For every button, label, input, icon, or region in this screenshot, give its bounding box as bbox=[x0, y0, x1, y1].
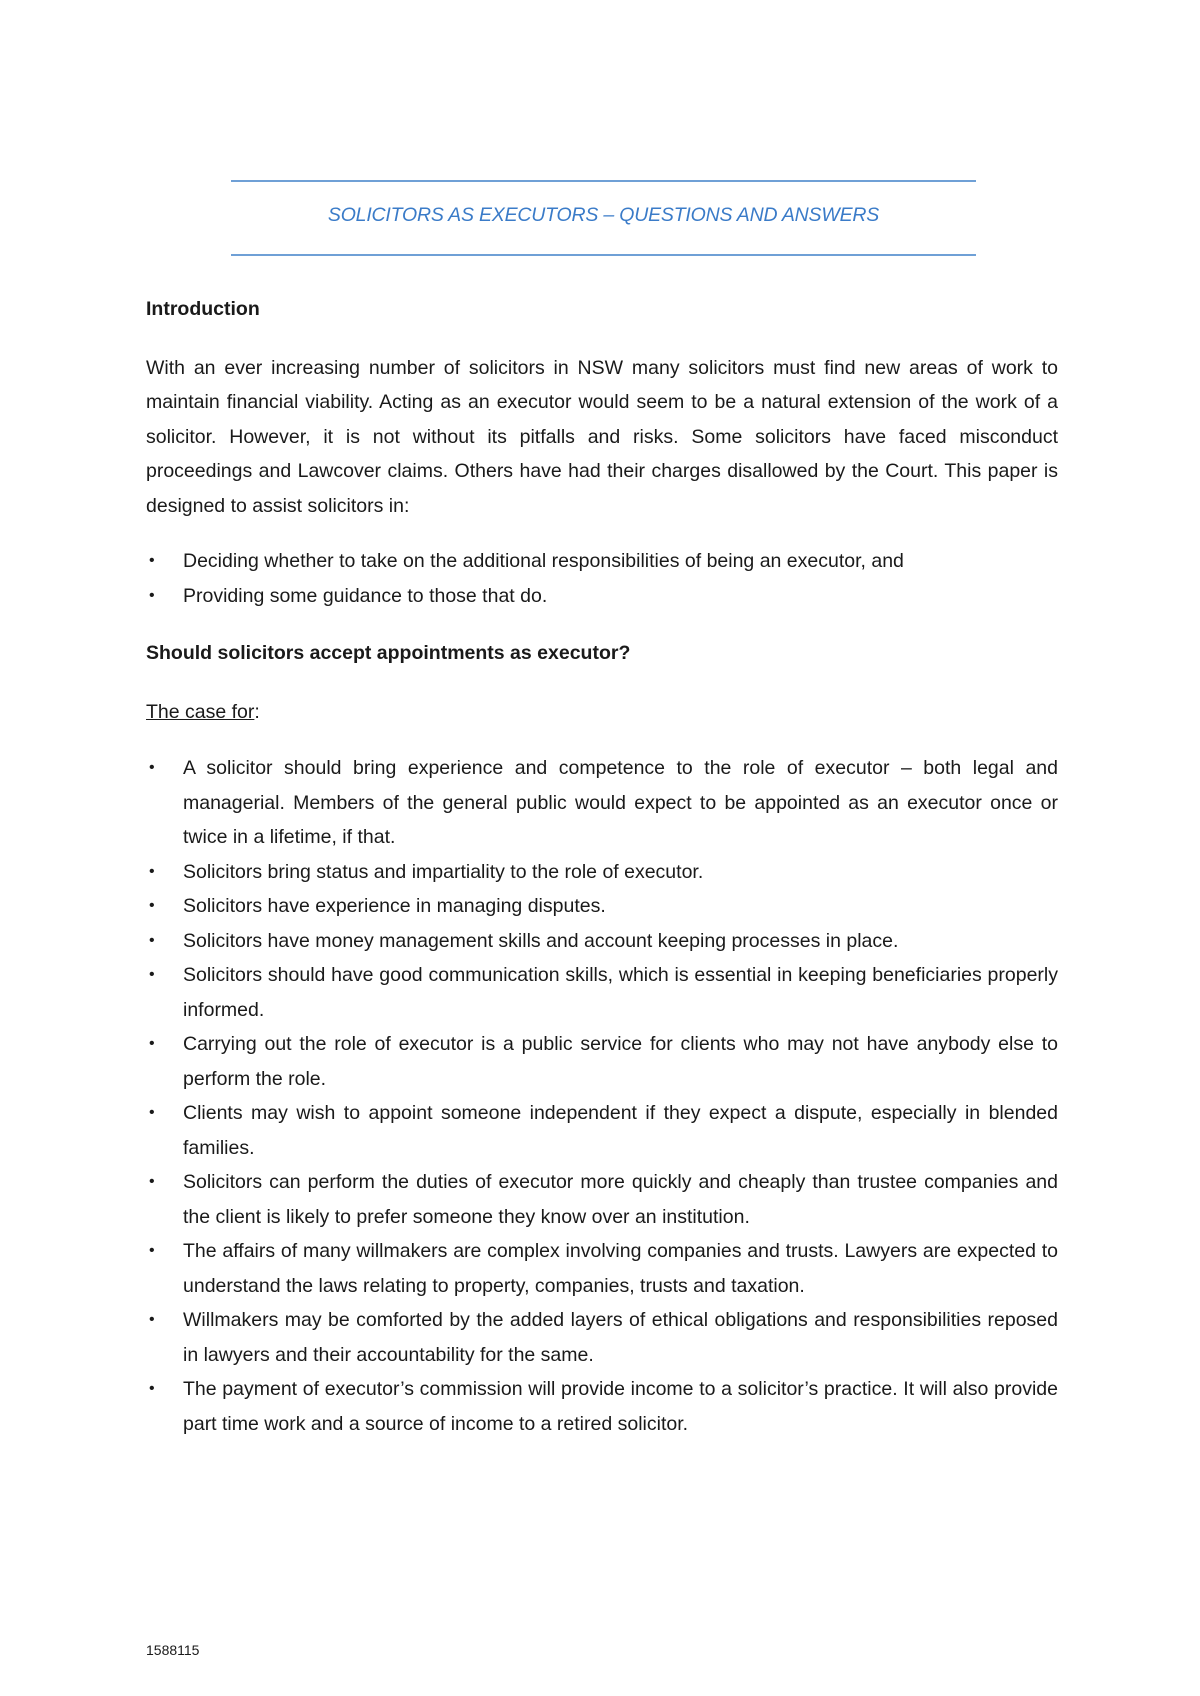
list-item-text: Deciding whether to take on the additional responsibilities of being an executor, and bbox=[183, 550, 904, 572]
case-for-bullet-list bbox=[146, 751, 1058, 1441]
bullet-icon: • bbox=[149, 759, 155, 776]
list-item bbox=[146, 579, 1058, 614]
document-number: 1588115 bbox=[146, 1642, 200, 1658]
bullet-icon: • bbox=[149, 1242, 155, 1259]
list-item-text: Solicitors bring status and impartiality to the role of executor. bbox=[183, 860, 704, 883]
bullet-icon: • bbox=[149, 966, 155, 983]
title-top-rule bbox=[231, 180, 976, 182]
list-item-text: The affairs of many willmakers are complex involving companies and trusts. Lawyers are expected to understand the laws relating to property, companies, trusts and taxation. bbox=[183, 1240, 1058, 1297]
list-item-text: A solicitor should bring experience and competence to the role of executor – both legal and managerial. Members of the general public would expect to be appointed as an executor once or twice in a lifetime, if that. bbox=[183, 757, 1058, 848]
list-item bbox=[146, 544, 1058, 579]
case-for-colon: : bbox=[254, 700, 260, 723]
list-item-text: Solicitors can perform the duties of executor more quickly and cheaply than trustee companies and the client is likely to prefer someone they know over an institution. bbox=[183, 1171, 1058, 1228]
bullet-icon: • bbox=[149, 862, 155, 880]
case-for-heading bbox=[146, 695, 1058, 730]
list-item bbox=[146, 1027, 1058, 1096]
list-item bbox=[146, 751, 1058, 855]
list-item bbox=[146, 1096, 1058, 1165]
bullet-icon: • bbox=[149, 1380, 155, 1397]
document-body bbox=[146, 292, 1058, 1464]
list-item bbox=[146, 1165, 1058, 1234]
bullet-icon: • bbox=[149, 586, 155, 604]
bullet-icon: • bbox=[149, 897, 155, 914]
intro-paragraph: With an ever increasing number of solicitors in NSW many solicitors must find new areas of work to maintain financial viability. Acting as an executor would seem to be a natural extension of the work of a solicitor. However, it is not without its pitfalls and risks. Some solicitors have faced misconduct proceedings and Lawcover claims. Others have had their charges disallowed by the Court. This paper is designed to assist solicitors in: bbox=[146, 356, 1058, 517]
bullet-icon: • bbox=[149, 931, 155, 949]
document-title: SOLICITORS AS EXECUTORS – QUESTIONS AND ANSWERS bbox=[327, 204, 880, 226]
bullet-icon: • bbox=[149, 552, 155, 569]
list-item bbox=[146, 889, 1058, 924]
list-item-text: Solicitors should have good communication skills, which is essential in keeping beneficiaries properly informed. bbox=[183, 964, 1058, 1021]
intro-bullet-list bbox=[146, 544, 1058, 613]
list-item bbox=[146, 855, 1058, 890]
intro-heading: Introduction bbox=[146, 298, 260, 320]
list-item-text: Carrying out the role of executor is a public service for clients who may not have anybody else to perform the role. bbox=[183, 1033, 1058, 1090]
bullet-icon: • bbox=[149, 1311, 155, 1328]
list-item-text: Willmakers may be comforted by the added layers of ethical obligations and responsibilities reposed in lawyers and their accountability for the same. bbox=[183, 1309, 1058, 1366]
list-item bbox=[146, 958, 1058, 1027]
list-item bbox=[146, 1303, 1058, 1372]
bullet-icon: • bbox=[149, 1104, 155, 1121]
title-bottom-rule bbox=[231, 254, 976, 256]
list-item-text: The payment of executor’s commission will provide income to a solicitor’s practice. It will also provide part time work and a source of income to a retired solicitor. bbox=[183, 1378, 1058, 1435]
list-item-text: Clients may wish to appoint someone independent if they expect a dispute, especially in blended families. bbox=[183, 1102, 1058, 1159]
list-item bbox=[146, 1234, 1058, 1303]
case-for-label: The case for bbox=[146, 700, 255, 723]
list-item bbox=[146, 924, 1058, 959]
bullet-icon: • bbox=[149, 1173, 155, 1190]
list-item bbox=[146, 1372, 1058, 1441]
list-item-text: Solicitors have experience in managing disputes. bbox=[183, 895, 606, 917]
section-heading: Should solicitors accept appointments as executor? bbox=[146, 642, 631, 664]
list-item-text: Providing some guidance to those that do. bbox=[183, 584, 548, 607]
list-item-text: Solicitors have money management skills and account keeping processes in place. bbox=[183, 929, 899, 952]
bullet-icon: • bbox=[149, 1035, 155, 1052]
